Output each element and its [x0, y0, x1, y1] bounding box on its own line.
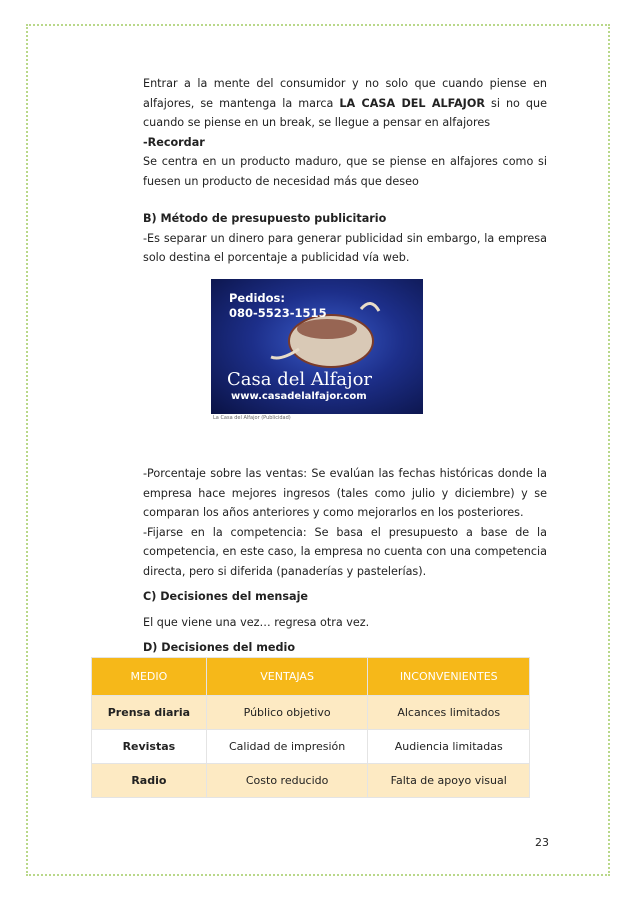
porcentaje-text: -Porcentaje sobre las ventas: Se evalúan las fechas históricas donde la empresa hace mejores ingresos (tales como julio y diciembre) y se comparan los años anteriores y como mejorarlos en los posteriores.	[143, 467, 547, 519]
section-d-heading: D) Decisiones del medio	[143, 641, 296, 654]
section-b-heading: B) Método de presupuesto publicitario	[143, 212, 387, 225]
recordar-text: Se centra en un producto maduro, que se piense en alfajores como si fuesen un producto de necesidad más que deseo	[143, 155, 547, 188]
section-b-text: -Es separar un dinero para generar publicidad sin embargo, la empresa solo destina el porcentaje a publicidad vía web.	[143, 231, 547, 264]
media-decisions-table	[91, 657, 530, 798]
ad-order-info	[229, 291, 327, 321]
advertisement-image	[211, 279, 423, 414]
text: si no que cuando se piense en un break, se llegue a pensar en alfajores	[143, 96, 547, 129]
cell-inconvenientes: Falta de apoyo visual	[368, 764, 530, 798]
table-row	[92, 730, 530, 764]
text: Entrar a la mente del consumidor y no solo que cuando piense en alfajores, se mantenga la marca	[143, 77, 547, 110]
cell-ventajas: Costo reducido	[206, 764, 368, 798]
table-row	[92, 764, 530, 798]
cell-medio: Radio	[92, 764, 207, 798]
header-medio: MEDIO	[92, 658, 207, 696]
table-row	[92, 696, 530, 730]
ad-phone: 080-5523-1515	[229, 306, 327, 320]
cell-ventajas: Calidad de impresión	[206, 730, 368, 764]
section-c-text: El que viene una vez… regresa otra vez.	[143, 615, 370, 629]
recordar-heading: -Recordar	[143, 135, 205, 149]
ad-brand: Casa del Alfajor	[227, 369, 373, 390]
section-c-heading: C) Decisiones del mensaje	[143, 590, 309, 603]
page-number: 23	[535, 836, 549, 849]
ad-caption: La Casa del Alfajor (Publicidad)	[213, 415, 291, 421]
header-inconvenientes: INCONVENIENTES	[368, 658, 530, 696]
cell-medio: Prensa diaria	[92, 696, 207, 730]
body-text-lower	[143, 464, 547, 658]
table-header-row	[92, 658, 530, 696]
cell-inconvenientes: Audiencia limitadas	[368, 730, 530, 764]
body-text-upper	[143, 74, 547, 268]
cell-inconvenientes: Alcances limitados	[368, 696, 530, 730]
header-ventajas: VENTAJAS	[206, 658, 368, 696]
competencia-text: -Fijarse en la competencia: Se basa el presupuesto a base de la competencia, en este caso, la empresa no cuenta con una competencia directa, pero si diferida (panaderías y pastelerías).	[143, 525, 547, 578]
ad-url: www.casadelalfajor.com	[231, 391, 367, 402]
paragraph-consumer-mind	[143, 74, 547, 133]
cell-ventajas: Público objetivo	[206, 696, 368, 730]
cell-medio: Revistas	[92, 730, 207, 764]
brand-name: LA CASA DEL ALFAJOR	[339, 96, 485, 110]
ad-pedidos-label: Pedidos:	[229, 291, 285, 305]
